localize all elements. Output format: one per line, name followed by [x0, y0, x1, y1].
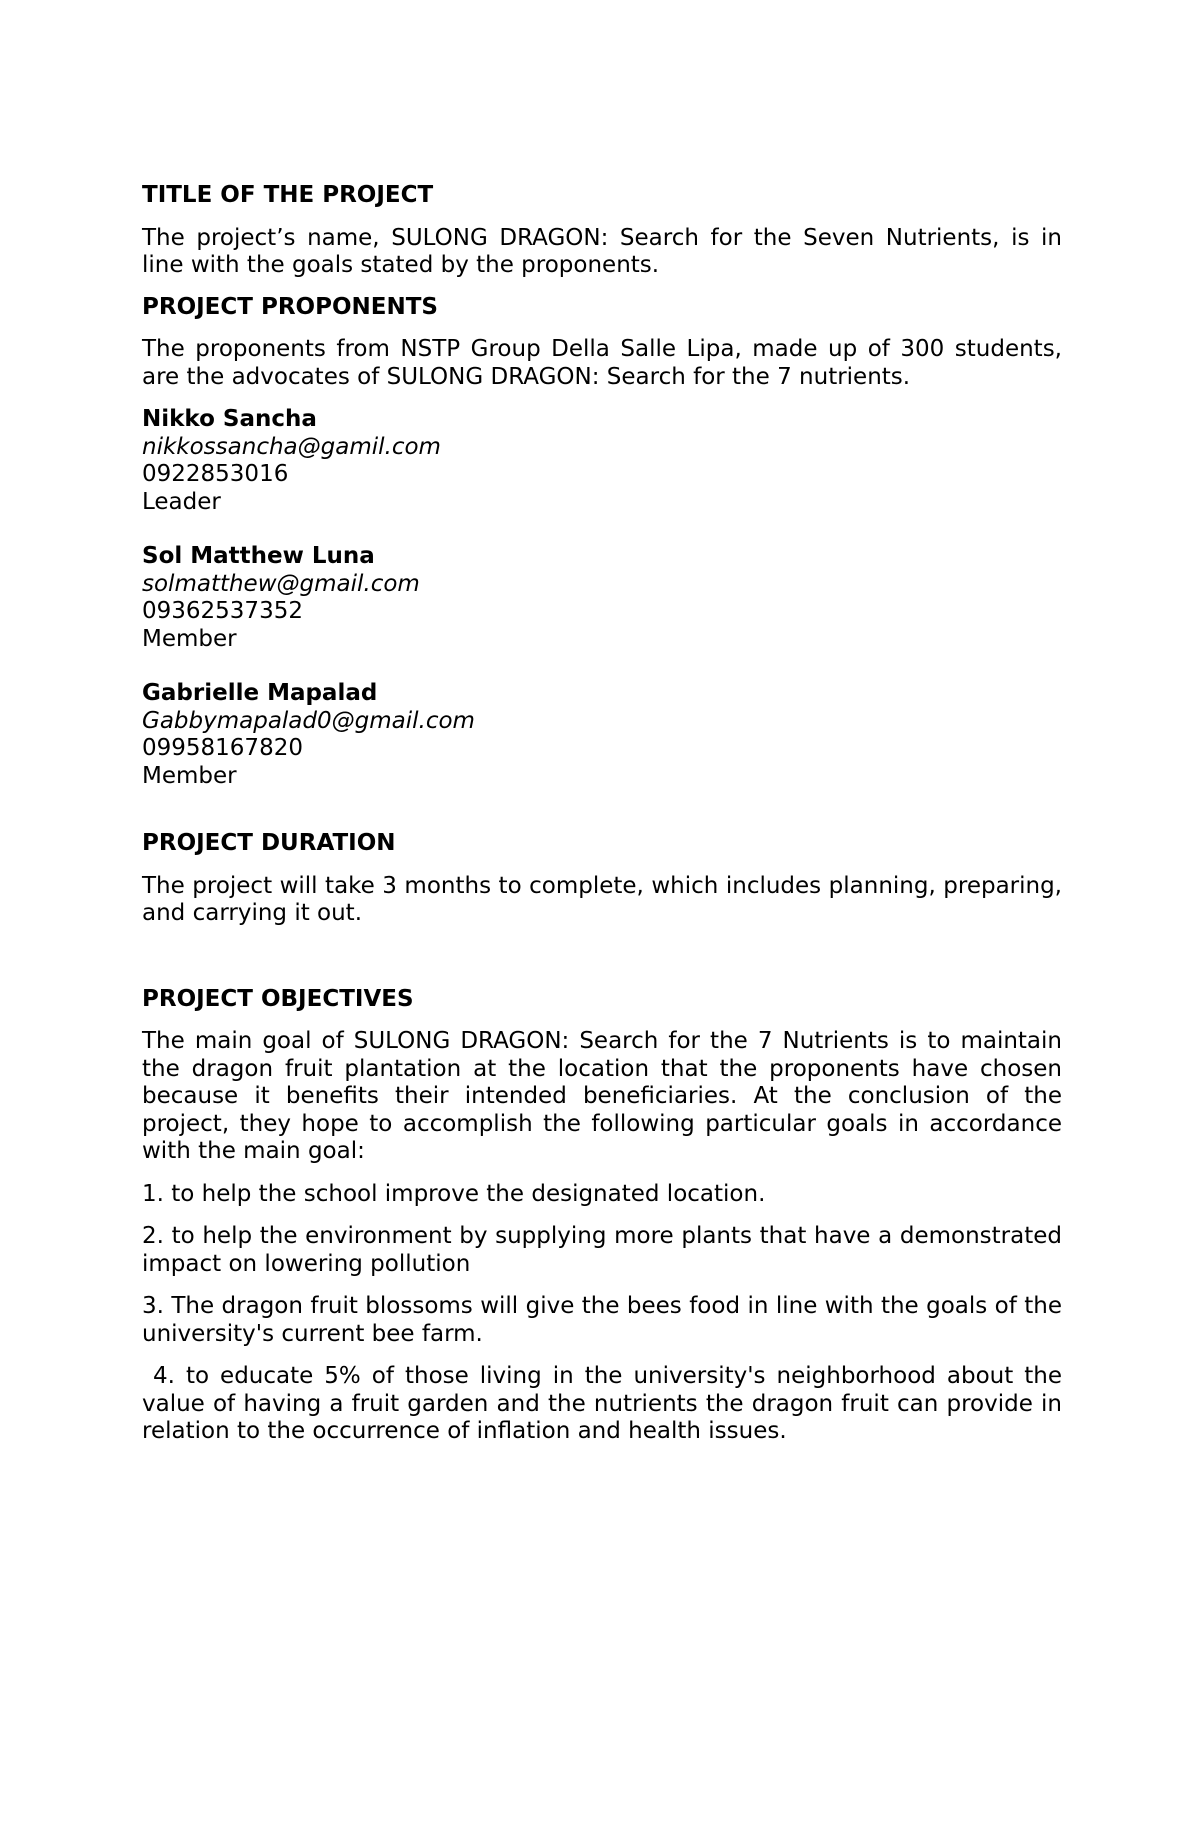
- title-body: The project’s name, SULONG DRAGON: Search for the Seven Nutrients, is in line with the goals stated by the proponents.: [142, 224, 1062, 278]
- objective-item: 4. to educate 5% of those living in the university's neighborhood about the value of having a fruit garden and the nutrients the dragon fruit can provide in relation to the occurrence of inflation and health issues.: [142, 1363, 1070, 1444]
- objective-item: 2. to help the environment by supplying more plants that have a demonstrated impact on lowering pollution: [142, 1223, 1062, 1277]
- document-page: [142, 182, 1070, 1446]
- duration-body: The project will take 3 months to complete, which includes planning, preparing, and carrying it out.: [142, 872, 1062, 926]
- title-heading: TITLE OF THE PROJECT: [142, 182, 434, 208]
- member-email: nikkossancha@gamil.com: [142, 433, 441, 460]
- member-role: Member: [142, 762, 237, 789]
- objectives-body: The main goal of SULONG DRAGON: Search for the 7 Nutrients is to maintain the dragon fruit plantation at the location that the proponents have chosen because it benefits their intended beneficiaries. At the conclusion of the project, they hope to accomplish the following particular goals in accordance with the main goal:: [142, 1028, 1062, 1164]
- member-name: Sol Matthew Luna: [142, 543, 375, 569]
- objectives-heading: PROJECT OBJECTIVES: [142, 985, 414, 1012]
- proponents-body: The proponents from NSTP Group Della Salle Lipa, made up of 300 students, are the advocates of SULONG DRAGON: Search for the 7 nutrients.: [142, 336, 1062, 390]
- member-phone: 09958167820: [142, 735, 303, 761]
- member-phone: 09362537352: [142, 598, 303, 624]
- member-card: [142, 543, 1062, 653]
- proponents-heading: PROJECT PROPONENTS: [142, 293, 438, 320]
- member-name: Gabrielle Mapalad: [142, 680, 378, 706]
- member-role: Member: [142, 625, 237, 652]
- member-role: Leader: [142, 488, 221, 515]
- member-email: Gabbymapalad0@gmail.com: [142, 707, 475, 734]
- objective-item: 3. The dragon fruit blossoms will give the bees food in line with the goals of the university's current bee farm.: [142, 1293, 1062, 1347]
- duration-heading: PROJECT DURATION: [142, 830, 396, 856]
- objective-item: 1. to help the school improve the designated location.: [142, 1180, 766, 1207]
- member-phone: 0922853016: [142, 461, 289, 487]
- member-card: [142, 680, 1062, 790]
- member-card: [142, 406, 1062, 516]
- member-name: Nikko Sancha: [142, 406, 317, 432]
- member-email: solmatthew@gmail.com: [142, 570, 420, 597]
